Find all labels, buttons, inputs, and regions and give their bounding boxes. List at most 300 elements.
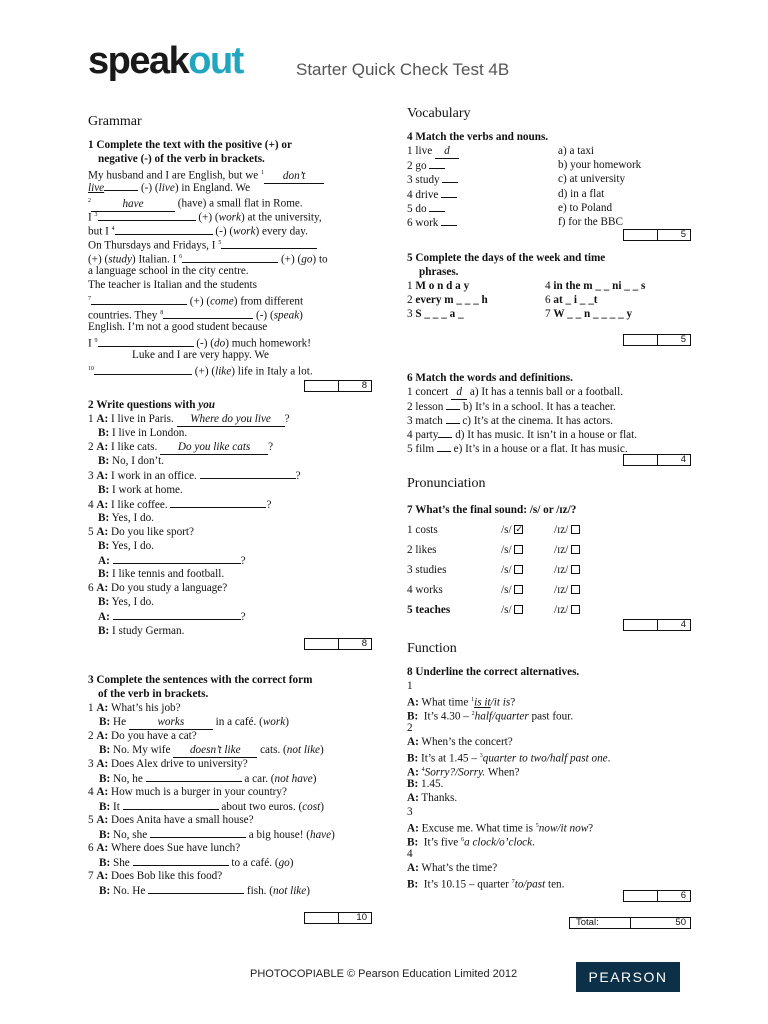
q3-question: Do you have a cat? <box>111 730 197 742</box>
option-label: /ɪz/ <box>554 524 569 536</box>
q3-verb: not like <box>286 744 321 756</box>
q7-option-iz <box>554 563 580 577</box>
q2-line <box>98 483 183 497</box>
option-label: /s/ <box>501 604 512 616</box>
q7-word: 3 studies <box>407 564 447 576</box>
a-label: A: <box>96 525 109 538</box>
q2-line <box>98 426 187 440</box>
q5-number: 6 <box>545 294 554 306</box>
q2-line <box>98 454 164 468</box>
q4-noun: d) in a flat <box>558 187 605 200</box>
answer-blank[interactable] <box>446 413 460 424</box>
q3-question: Does Alex drive to university? <box>111 758 248 770</box>
option-label: /s/ <box>501 524 512 536</box>
q5-word: S _ _ _ a _ <box>415 308 464 320</box>
q1-line: The teacher is Italian and the students <box>88 279 257 291</box>
q6-word: 1 concert <box>407 386 452 398</box>
q2-line <box>88 581 227 595</box>
q2-prompt: Do you study a language? <box>111 582 228 595</box>
q3-text: ) <box>312 773 317 785</box>
answer-blank[interactable] <box>437 441 451 452</box>
q2-number: 4 <box>88 498 94 511</box>
q8-line: B: It’s at 1.45 – $^3$quarter to two/half past one. <box>407 752 611 765</box>
q4-noun: f) for the BBC <box>558 216 623 228</box>
q3-question: Does Bob like this food? <box>111 870 223 882</box>
b-label: B: <box>98 511 110 524</box>
q6-row <box>407 427 637 442</box>
q1-instruction-2: negative (-) of the verb in brackets. <box>98 153 265 165</box>
q7-word: 5 teaches <box>407 604 451 616</box>
q2-answer-text: I live in London. <box>111 427 188 440</box>
answer-blank[interactable] <box>438 427 452 438</box>
question-mark: ? <box>268 441 274 454</box>
q8-line: A: $^4$Sorry?/Sorry. When? <box>407 766 520 779</box>
q7-option-iz <box>554 523 580 537</box>
q3-text: He <box>112 716 129 728</box>
q1-line: $^2$ have (have) a small flat in Rome. <box>88 197 303 210</box>
answer-blank[interactable] <box>170 497 266 508</box>
a-label: A: <box>96 842 111 854</box>
q3-verb: cost <box>302 801 321 813</box>
b-label: B: <box>98 455 110 468</box>
q5-number: 2 <box>407 294 416 306</box>
q1-line: $^{10}$ (+) (like) life in Italy a lot. <box>88 365 313 378</box>
q1-line: I $^3$ (+) (work) at the university, <box>88 211 322 224</box>
q3-text: ) <box>331 829 335 841</box>
checkbox[interactable] <box>571 565 580 574</box>
question-mark: ? <box>284 413 290 425</box>
q4-verb-text: 5 do <box>407 202 430 215</box>
a-label: A: <box>96 786 111 798</box>
q3-line <box>88 841 240 855</box>
q2-number: 6 <box>88 582 94 595</box>
q6-row <box>407 385 623 400</box>
q3-line <box>99 799 324 814</box>
a-label: A: <box>96 470 109 483</box>
q2-line <box>98 595 154 609</box>
q3-number: 6 <box>88 842 94 854</box>
q2-line <box>88 525 194 539</box>
q8-line: A: What time $^1$is it/it is? <box>407 696 516 709</box>
b-label: B: <box>99 716 113 728</box>
q2-line <box>98 539 154 553</box>
q2-line <box>88 440 273 455</box>
q2-answer-text: I study German. <box>111 624 185 637</box>
q2-number: 1 <box>88 413 94 425</box>
b-label: B: <box>98 539 110 552</box>
answer-blank[interactable] <box>98 336 194 347</box>
b-label: B: <box>98 483 110 496</box>
answer-blank[interactable] <box>441 215 457 226</box>
b-label: B: <box>98 427 110 440</box>
checkbox[interactable] <box>514 565 523 574</box>
q3-text: about two euros. ( <box>218 801 303 813</box>
b-label: B: <box>98 624 110 637</box>
q7-word: 1 costs <box>407 524 438 536</box>
q3-number: 5 <box>88 814 94 826</box>
q2-line <box>88 497 271 512</box>
option-label: /ɪz/ <box>554 544 569 556</box>
q3-example-answer: works <box>129 715 213 730</box>
q4-example-answer: d <box>435 144 459 159</box>
q3-line <box>88 729 197 743</box>
q6-definition: a) It has a tennis ball or a football. <box>469 386 624 398</box>
q3-line <box>99 827 335 842</box>
a-label: A: <box>98 555 110 567</box>
q7-option-s <box>501 583 523 597</box>
answer-blank[interactable] <box>115 224 213 235</box>
q7-word: 2 likes <box>407 544 437 556</box>
q2-prompt: I like cats. <box>111 441 161 454</box>
q4-verb-text: 3 study <box>407 174 443 187</box>
checkbox[interactable] <box>571 545 580 554</box>
q6-example-answer: d <box>451 385 467 400</box>
q4-score-box: 5 <box>623 229 691 241</box>
q4-verb <box>407 215 457 230</box>
q5-score-box: 5 <box>623 334 691 346</box>
q1-instruction: 1 Complete the text with the positive (+) or <box>88 139 292 151</box>
q3-line <box>99 771 316 786</box>
total-score-box: Total: 50 <box>569 917 691 929</box>
q2-line <box>98 609 246 624</box>
q3-question: Where does Sue have lunch? <box>111 842 241 854</box>
option-label: /ɪz/ <box>554 604 569 616</box>
q3-instruction-2: of the verb in brackets. <box>98 688 209 700</box>
b-label: B: <box>99 885 113 897</box>
q2-answer-text: Yes, I do. <box>111 596 154 609</box>
q3-text: in a café. ( <box>212 716 263 728</box>
q3-text: ) <box>320 744 324 756</box>
q8-score-box: 6 <box>623 890 691 902</box>
q1-line: live (-) (live) in England. We <box>88 182 251 194</box>
q3-text: ) <box>289 857 294 869</box>
q8-line: B: It’s 10.15 – quarter $^7$to/past ten. <box>407 878 565 891</box>
q3-verb: go <box>278 857 290 869</box>
q4-verb <box>407 158 445 173</box>
q7-option-s <box>501 543 523 557</box>
q3-question: Does Anita have a small house? <box>111 814 254 826</box>
q3-text: She <box>112 857 133 869</box>
function-heading: Function <box>407 641 457 656</box>
a-label: A: <box>96 582 109 595</box>
a-label: A: <box>96 730 111 742</box>
checkbox[interactable] <box>514 605 523 614</box>
question-mark: ? <box>240 611 246 624</box>
q4-noun: b) your homework <box>558 159 642 172</box>
q3-number: 1 <box>88 702 94 714</box>
q7-option-iz <box>554 583 580 597</box>
q2-line <box>98 511 154 525</box>
q4-verb-text: 6 work <box>407 217 442 229</box>
q1-line: countries. They $^8$ (-) (speak) <box>88 309 303 322</box>
q8-line: B: It’s 4.30 – $^2$half/quarter past four. <box>407 710 574 723</box>
q7-instruction: 7 What’s the final sound: /s/ or /ɪz/? <box>407 504 577 516</box>
q2-line <box>98 553 246 568</box>
page-title: Starter Quick Check Test 4B <box>296 60 510 79</box>
answer-blank[interactable] <box>200 468 296 479</box>
answer-blank[interactable] <box>446 399 460 410</box>
q6-definition: b) It’s in a school. It has a teacher. <box>462 401 616 413</box>
q8-line: A: When’s the concert? <box>407 736 513 748</box>
q2-line <box>98 624 184 638</box>
q3-line <box>88 701 181 715</box>
q2-answer-text: I like tennis and football. <box>111 568 225 581</box>
option-label: /ɪz/ <box>554 564 569 576</box>
q3-text: a car. ( <box>241 773 275 785</box>
copyright-footer: PHOTOCOPIABLE © Pearson Education Limited 2012 <box>250 968 518 980</box>
q3-text: fish. ( <box>244 885 273 897</box>
q3-question: What’s his job? <box>111 702 181 714</box>
q2-number: 2 <box>88 441 94 454</box>
q2-answer-text: I work at home. <box>111 483 183 496</box>
q3-text: ) <box>306 885 310 897</box>
option-label: /s/ <box>501 564 512 576</box>
q4-verb <box>407 201 445 216</box>
answer-blank[interactable] <box>148 883 244 894</box>
q1-line: (+) (study) Italian. I $^6$ (+) (go) to <box>88 253 328 266</box>
q8-line: A: Thanks. <box>407 792 458 804</box>
q2-example-answer: Do you like cats <box>160 440 268 455</box>
q6-instruction: 6 Match the words and definitions. <box>407 372 573 384</box>
q8-dialogue-number: 1 <box>407 680 413 692</box>
speakout-logo: speakout <box>88 40 243 82</box>
q3-line <box>88 869 222 883</box>
q3-number: 4 <box>88 786 94 798</box>
q4-verb-text: 2 go <box>407 160 430 173</box>
q5-item <box>407 279 469 293</box>
pronunciation-heading: Pronunciation <box>407 476 486 491</box>
q3-text: No, she <box>112 829 150 841</box>
q3-line <box>99 743 324 758</box>
b-label: B: <box>99 801 113 813</box>
q1-answer-1: don’t <box>264 169 324 184</box>
q7-option-iz <box>554 543 580 557</box>
q4-verb-text: 4 drive <box>407 188 442 201</box>
vocabulary-heading: Vocabulary <box>407 106 471 121</box>
q5-word: W _ _ n _ _ _ _ y <box>553 308 633 320</box>
q6-row <box>407 399 616 414</box>
b-label: B: <box>99 829 113 841</box>
a-label: A: <box>96 441 109 454</box>
q3-verb: not have <box>274 773 313 785</box>
answer-blank[interactable] <box>221 238 317 249</box>
q2-answer-text: Yes, I do. <box>111 539 154 552</box>
q3-number: 2 <box>88 730 94 742</box>
q5-word: every m _ _ _ h <box>415 294 488 306</box>
answer-blank[interactable] <box>429 158 445 169</box>
q2-answer-text: Yes, I do. <box>111 511 154 524</box>
pearson-logo: PEARSON <box>576 962 680 992</box>
checked-checkbox[interactable] <box>514 525 523 534</box>
answer-blank[interactable] <box>98 210 196 221</box>
q8-line: A: Excuse me. What time is $^5$now/it now? <box>407 822 594 835</box>
q7-option-iz <box>554 603 580 617</box>
q7-word: 4 works <box>407 584 443 596</box>
q1-line: a language school in the city centre. <box>88 265 249 277</box>
answer-blank[interactable] <box>91 294 187 305</box>
q6-word: 5 film <box>407 443 437 455</box>
q3-text: to a café. ( <box>228 857 279 869</box>
q1-line: but I $^4$ (-) (work) every day. <box>88 225 308 238</box>
q5-instruction-2: phrases. <box>419 266 459 278</box>
q4-noun: a) a taxi <box>558 145 595 157</box>
q1-line: My husband and I are English, but we $^1$ don’t <box>88 166 324 184</box>
answer-blank[interactable] <box>113 553 241 564</box>
q2-prompt: I live in Paris. <box>111 413 177 425</box>
answer-blank[interactable] <box>182 252 278 263</box>
q2-prompt: Do you like sport? <box>111 525 194 538</box>
q1-line: $^7$ (+) (come) from different <box>88 295 304 308</box>
q4-instruction: 4 Match the verbs and nouns. <box>407 131 549 143</box>
q8-dialogue-number: 2 <box>407 722 413 734</box>
q4-verb-text: 1 live <box>407 145 435 157</box>
q2-prompt: I work in an office. <box>111 470 200 483</box>
answer-blank[interactable] <box>150 827 246 838</box>
q1-line: Luke and I are very happy. We <box>132 349 270 361</box>
b-label: B: <box>99 857 113 869</box>
a-label: A: <box>98 611 110 624</box>
b-label: B: <box>98 568 110 581</box>
checkbox[interactable] <box>514 545 523 554</box>
answer-blank[interactable] <box>113 609 241 620</box>
q3-text: No. He <box>112 885 149 897</box>
q2-example-answer: Where do you live <box>177 412 285 427</box>
q8-line: A: What’s the time? <box>407 862 498 874</box>
q3-text: No. My wife <box>112 744 174 756</box>
q7-score-box: 4 <box>623 619 691 631</box>
q1-line: English. I’m not a good student because <box>88 321 268 333</box>
q1-line: I $^9$ (-) (do) much homework! <box>88 337 311 350</box>
q3-line <box>88 757 248 771</box>
q2-line <box>88 468 301 483</box>
q4-verb <box>407 144 459 159</box>
answer-blank[interactable] <box>442 172 458 183</box>
q3-instruction: 3 Complete the sentences with the correct form <box>88 674 313 686</box>
q6-row <box>407 413 613 428</box>
question-mark: ? <box>266 498 272 511</box>
q7-option-s <box>501 603 523 617</box>
q2-answer-text: No, I don’t. <box>111 455 164 468</box>
q3-line <box>99 883 310 898</box>
option-label: /s/ <box>501 584 512 596</box>
grammar-heading: Grammar <box>88 114 142 129</box>
q8-line: B: It’s five $^6$a clock/o’clock. <box>407 836 535 849</box>
q3-example-answer: doesn’t like <box>173 743 257 758</box>
q6-word: 2 lesson <box>407 401 447 413</box>
q2-prompt: I like coffee. <box>111 498 171 511</box>
checkbox[interactable] <box>571 585 580 594</box>
q8-instruction: 8 Underline the correct alternatives. <box>407 666 580 678</box>
q5-item <box>545 307 632 321</box>
q2-line <box>98 567 224 581</box>
q2-line <box>88 412 290 427</box>
b-label: B: <box>99 773 113 785</box>
q1-score-box: 8 <box>304 380 372 392</box>
a-label: A: <box>96 498 109 511</box>
q8-dialogue-number: 3 <box>407 806 413 818</box>
question-mark: ? <box>295 470 301 483</box>
answer-blank[interactable] <box>163 308 253 319</box>
checkbox[interactable] <box>514 585 523 594</box>
q5-word: at _ i _ _t <box>553 294 598 306</box>
q8-dialogue-number: 4 <box>407 848 413 860</box>
q4-verb <box>407 187 457 202</box>
a-label: A: <box>96 814 111 826</box>
answer-blank[interactable] <box>123 799 219 810</box>
q6-word: 3 match <box>407 415 446 427</box>
answer-blank[interactable] <box>146 771 242 782</box>
q3-score-box: 10 <box>304 912 372 924</box>
question-mark: ? <box>240 555 246 567</box>
a-label: A: <box>96 702 111 714</box>
q5-item <box>407 307 464 321</box>
q3-line <box>88 813 254 827</box>
q5-number: 1 <box>407 280 416 292</box>
q3-line <box>88 785 287 799</box>
q3-line <box>99 715 289 730</box>
q5-instruction: 5 Complete the days of the week and time <box>407 252 606 264</box>
q3-text: cats. ( <box>257 744 287 756</box>
q5-item <box>407 293 488 307</box>
answer-blank[interactable] <box>133 855 229 866</box>
q3-verb: not like <box>273 885 307 897</box>
q3-text: ) <box>285 716 289 728</box>
q1-line: On Thursdays and Fridays, I $^5$ <box>88 236 317 253</box>
q2-number: 3 <box>88 470 94 483</box>
q3-number: 3 <box>88 758 94 770</box>
q2-number: 5 <box>88 525 94 538</box>
q3-question: How much is a burger in your country? <box>111 786 287 798</box>
q6-row <box>407 441 628 456</box>
a-label: A: <box>96 758 111 770</box>
q4-noun: e) to Poland <box>558 201 613 214</box>
q5-number: 3 <box>407 308 416 320</box>
answer-blank[interactable] <box>429 201 445 212</box>
q6-definition: d) It has music. It isn’t in a house or flat. <box>455 429 638 441</box>
checkbox[interactable] <box>571 525 580 534</box>
option-label: /s/ <box>501 544 512 556</box>
a-label: A: <box>96 413 109 425</box>
q5-word: M o n d a y <box>415 280 470 292</box>
b-label: B: <box>98 596 110 609</box>
q5-number: 4 <box>545 280 554 292</box>
q3-verb: have <box>309 829 332 841</box>
q3-text: It <box>112 801 123 813</box>
q3-text: No, he <box>112 773 146 785</box>
q3-line <box>99 855 293 870</box>
option-label: /ɪz/ <box>554 584 569 596</box>
q5-number: 7 <box>545 308 554 320</box>
q2-instruction: 2 Write questions with you <box>88 399 216 411</box>
q6-definition: c) It’s at the cinema. It has actors. <box>462 415 613 427</box>
q5-item <box>545 279 645 293</box>
q4-verb <box>407 172 458 187</box>
q7-option-s <box>501 563 523 577</box>
answer-blank[interactable] <box>441 187 457 198</box>
q3-text: a big house! ( <box>245 829 310 841</box>
q5-item <box>545 293 598 307</box>
b-label: B: <box>99 744 113 756</box>
checkbox[interactable] <box>571 605 580 614</box>
q3-number: 7 <box>88 870 94 882</box>
q3-verb: work <box>262 716 286 728</box>
q6-word: 4 party <box>407 429 439 441</box>
a-label: A: <box>96 870 111 882</box>
q6-score-box: 4 <box>623 454 691 466</box>
q1-answer-2: have <box>91 197 175 212</box>
q4-noun: c) at university <box>558 173 626 186</box>
answer-blank[interactable] <box>94 364 192 375</box>
